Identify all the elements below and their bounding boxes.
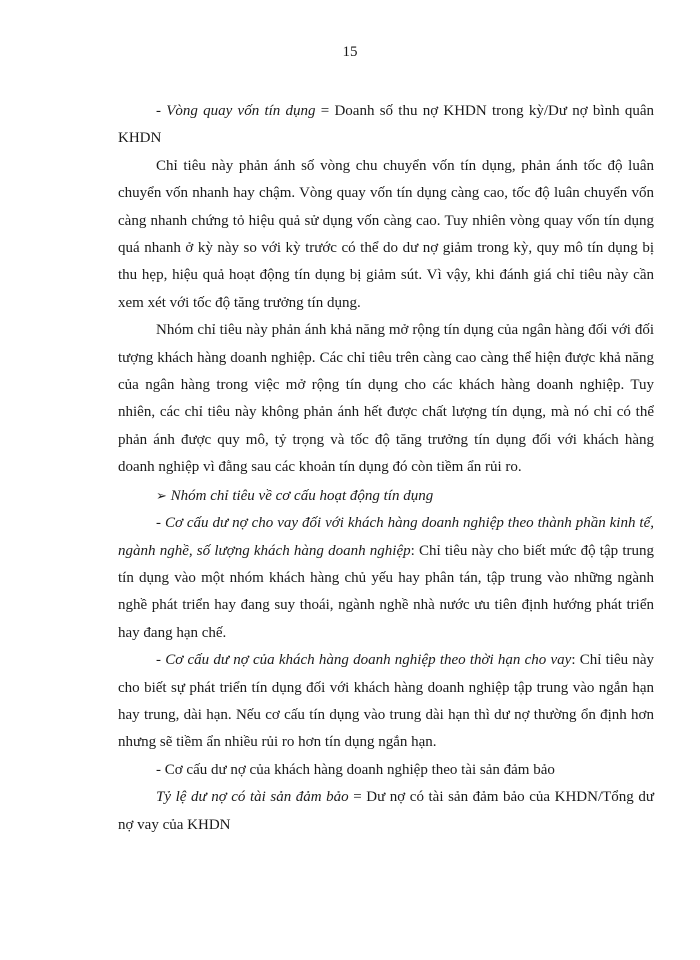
bullet-heading-text: Nhóm chỉ tiêu về cơ cấu hoạt động tín dụng <box>166 487 434 504</box>
term-structure-by-term: - Cơ cấu dư nợ của khách hàng doanh nghiệp theo thời hạn cho vay <box>156 652 572 669</box>
term-structure-by-sector: - Cơ cấu dư nợ cho vay đối với khách hàng doanh nghiệp theo thành phần kinh tế, ngành nghề, số lượng khách hàng doanh nghiệp <box>118 515 654 559</box>
paragraph-turnover-explanation: Chỉ tiêu này phản ánh số vòng chu chuyển vốn tín dụng, phản ánh tốc độ luân chuyển vốn nhanh hay chậm. Vòng quay vốn tín dụng càng cao, tốc độ luân chuyển vốn càng nhanh chứng tỏ hiệu quả sử dụng vốn càng cao. Tuy nhiên vòng quay vốn tín dụng quá nhanh ở kỳ này so với kỳ trước có thể do dư nợ giảm trong kỳ, quy mô tín dụng bị thu hẹp, hiệu quả hoạt động tín dụng bị giảm sút. Vì vậy, khi đánh giá chỉ tiêu này cần xem xét với tốc độ tăng trưởng tín dụng. <box>118 157 654 311</box>
paragraph-indicator-group-summary: Nhóm chỉ tiêu này phản ánh khả năng mở rộng tín dụng của ngân hàng đối với đối tượng khách hàng doanh nghiệp. Các chỉ tiêu trên càng cao càng thể hiện được khả năng của ngân hàng trong việc mở rộng tín dụng cho các khách hàng doanh nghiệp. Tuy nhiên, các chỉ tiêu này không phản ánh hết được chất lượng tín dụng, mà nó chỉ có thể phản ánh được quy mô, tỷ trọng và tốc độ tăng trưởng tín dụng đối với khách hàng doanh nghiệp vì đằng sau các khoản tín dụng đó còn tiềm ẩn rủi ro. <box>118 322 654 476</box>
paragraph-structure-by-collateral: - Cơ cấu dư nợ của khách hàng doanh nghiệp theo tài sản đảm bảo <box>156 761 555 778</box>
formula-collateral-ratio: = Dư nợ có tài sản đảm bảo của KHDN/Tổng dư nợ vay của KHDN <box>118 789 654 833</box>
text-structure-by-sector: : Chỉ tiêu này cho biết mức độ tập trung tín dụng vào một nhóm khách hàng chủ yếu hay phân tán, tập trung vào những ngành nghề phát triển hay đang suy thoái, ngành nghề nhà nước ưu tiên định hướng phát triển hay đang hạn chế. <box>118 542 654 641</box>
page-number: 15 <box>342 44 358 60</box>
paragraph-structure-by-term <box>118 647 654 757</box>
page-content <box>118 98 654 839</box>
term-collateral-ratio: Tỷ lệ dư nợ có tài sản đảm bảo <box>156 789 349 806</box>
bullet-heading-credit-structure <box>118 482 654 510</box>
paragraph-collateral-ratio-formula <box>118 784 654 839</box>
arrow-bullet-icon: ➢ <box>156 487 167 503</box>
term-credit-turnover: - Vòng quay vốn tín dụng <box>156 103 316 119</box>
formula-credit-turnover: = Doanh số thu nợ KHDN trong kỳ/Dư nợ bình quân KHDN <box>118 103 654 147</box>
paragraph-credit-turnover-formula <box>118 98 654 153</box>
text-structure-by-term: : Chỉ tiêu này cho biết sự phát triển tín dụng đối với khách hàng doanh nghiệp tập trung vào ngắn hạn hay trung, dài hạn. Nếu cơ cấu tín dụng vào trung dài hạn thì dư nợ thường ổn định hơn nhưng sẽ tiềm ẩn nhiều rủi ro hơn tín dụng ngắn hạn. <box>118 652 654 751</box>
paragraph-structure-by-sector <box>118 510 654 647</box>
